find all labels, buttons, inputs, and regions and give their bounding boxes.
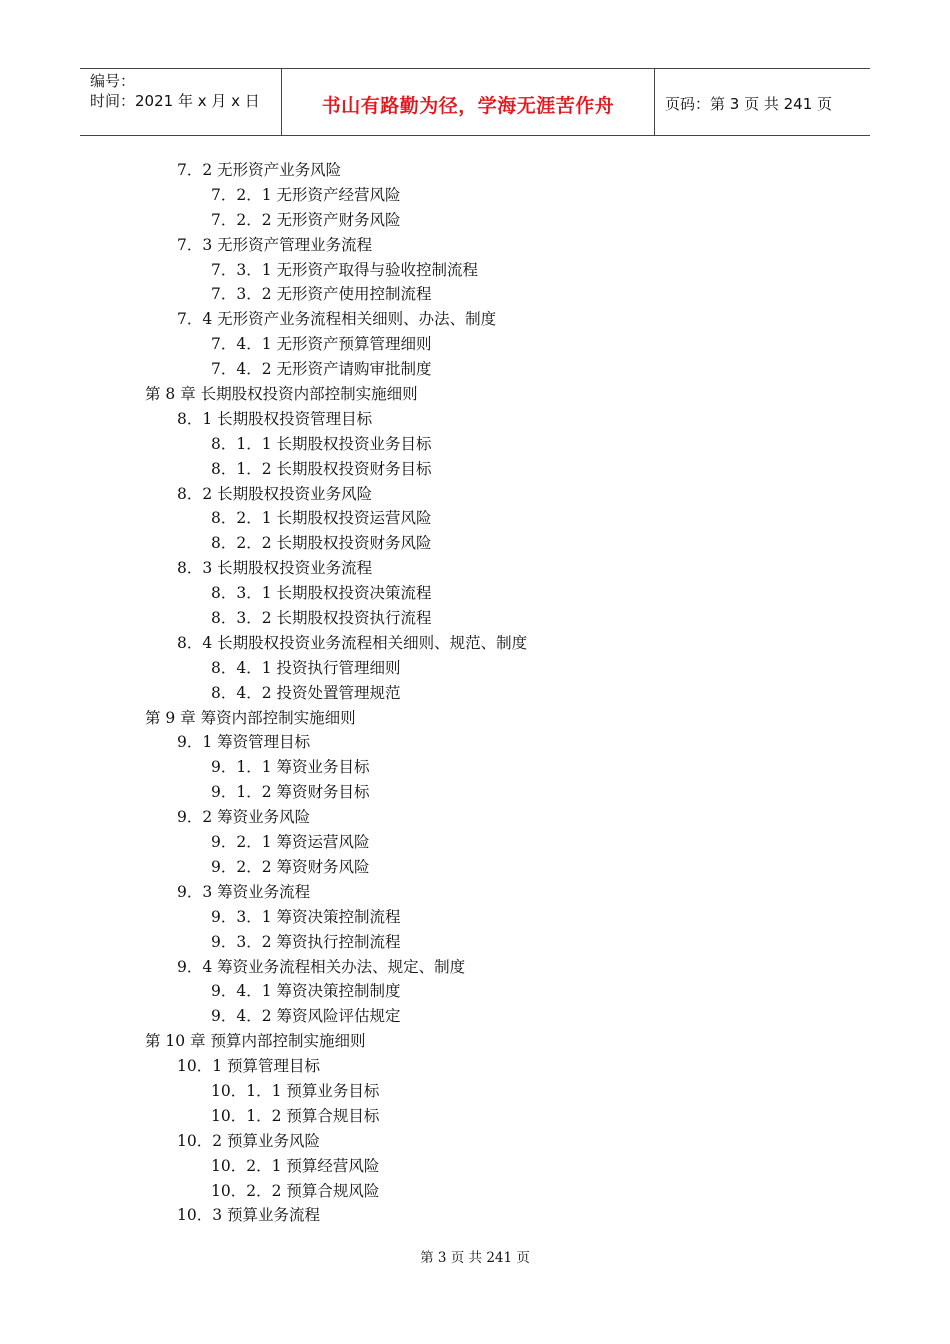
toc-subsection: 8．4．2 投资处置管理规范 [211, 683, 401, 702]
footer-page-number: 第 3 页 共 241 页 [420, 1250, 530, 1266]
toc-section: 8．2 长期股权投资业务风险 [177, 484, 373, 503]
document-number-label: 编号： [90, 72, 136, 90]
toc-subsection: 9．2．2 筹资财务风险 [211, 857, 370, 876]
toc-subsection: 8．3．1 长期股权投资决策流程 [211, 584, 432, 603]
table-of-contents [0, 158, 950, 1228]
toc-subsection: 9．2．1 筹资运营风险 [211, 833, 370, 852]
toc-subsection: 9．1．1 筹资业务目标 [211, 758, 370, 777]
page-header [80, 68, 870, 136]
document-time-label: 时间：2021 年 x 月 x 日 [90, 92, 260, 110]
toc-subsection: 9．4．1 筹资决策控制制度 [211, 982, 401, 1001]
toc-subsection: 7．2．1 无形资产经营风险 [211, 185, 401, 204]
toc-section: 9．3 筹资业务流程 [177, 882, 311, 901]
toc-subsection: 8．2．2 长期股权投资财务风险 [211, 534, 432, 553]
toc-subsection: 8．3．2 长期股权投资执行流程 [211, 609, 432, 628]
toc-subsection: 7．4．1 无形资产预算管理细则 [211, 335, 432, 354]
header-page-info: 页码：第 3 页 共 241 页 [665, 94, 833, 113]
toc-subsection: 9．3．1 筹资决策控制流程 [211, 907, 401, 926]
header-meta [80, 69, 282, 135]
toc-subsection: 10．1．1 预算业务目标 [211, 1081, 380, 1100]
toc-section: 10．1 预算管理目标 [177, 1057, 321, 1076]
toc-section: 9．2 筹资业务风险 [177, 808, 311, 827]
toc-section: 10．3 预算业务流程 [177, 1206, 321, 1225]
toc-chapter: 第 10 章 预算内部控制实施细则 [145, 1032, 366, 1051]
toc-chapter: 第 8 章 长期股权投资内部控制实施细则 [145, 385, 418, 404]
toc-subsection: 8．2．1 长期股权投资运营风险 [211, 509, 432, 528]
toc-subsection: 9．1．2 筹资财务目标 [211, 783, 370, 802]
toc-section: 8．3 长期股权投资业务流程 [177, 559, 373, 578]
toc-subsection: 8．1．2 长期股权投资财务目标 [211, 459, 432, 478]
toc-subsection: 10．2．2 预算合规风险 [211, 1181, 380, 1200]
toc-subsection: 7．3．1 无形资产取得与验收控制流程 [211, 260, 479, 279]
toc-subsection: 7．2．2 无形资产财务风险 [211, 210, 401, 229]
toc-subsection: 7．3．2 无形资产使用控制流程 [211, 285, 432, 304]
toc-subsection: 9．4．2 筹资风险评估规定 [211, 1007, 401, 1026]
toc-section: 8．1 长期股权投资管理目标 [177, 409, 373, 428]
page-footer [0, 1246, 950, 1266]
toc-subsection: 10．2．1 预算经营风险 [211, 1156, 380, 1175]
toc-subsection: 10．1．2 预算合规目标 [211, 1106, 380, 1125]
toc-section: 8．4 长期股权投资业务流程相关细则、规范、制度 [177, 633, 528, 652]
header-motto: 书山有路勤为径，学海无涯苦作舟 [282, 69, 655, 135]
toc-section: 7．3 无形资产管理业务流程 [177, 235, 373, 254]
toc-subsection: 9．3．2 筹资执行控制流程 [211, 932, 401, 951]
toc-section: 7．2 无形资产业务风险 [177, 161, 342, 179]
toc-subsection: 8．4．1 投资执行管理细则 [211, 658, 401, 677]
toc-section: 10．2 预算业务风险 [177, 1131, 321, 1150]
toc-section: 7．4 无形资产业务流程相关细则、办法、制度 [177, 310, 497, 329]
toc-chapter: 第 9 章 筹资内部控制实施细则 [145, 708, 356, 727]
toc-subsection: 7．4．2 无形资产请购审批制度 [211, 360, 432, 379]
toc-section: 9．1 筹资管理目标 [177, 733, 311, 752]
toc-section: 9．4 筹资业务流程相关办法、规定、制度 [177, 957, 466, 976]
toc-subsection: 8．1．1 长期股权投资业务目标 [211, 434, 432, 453]
